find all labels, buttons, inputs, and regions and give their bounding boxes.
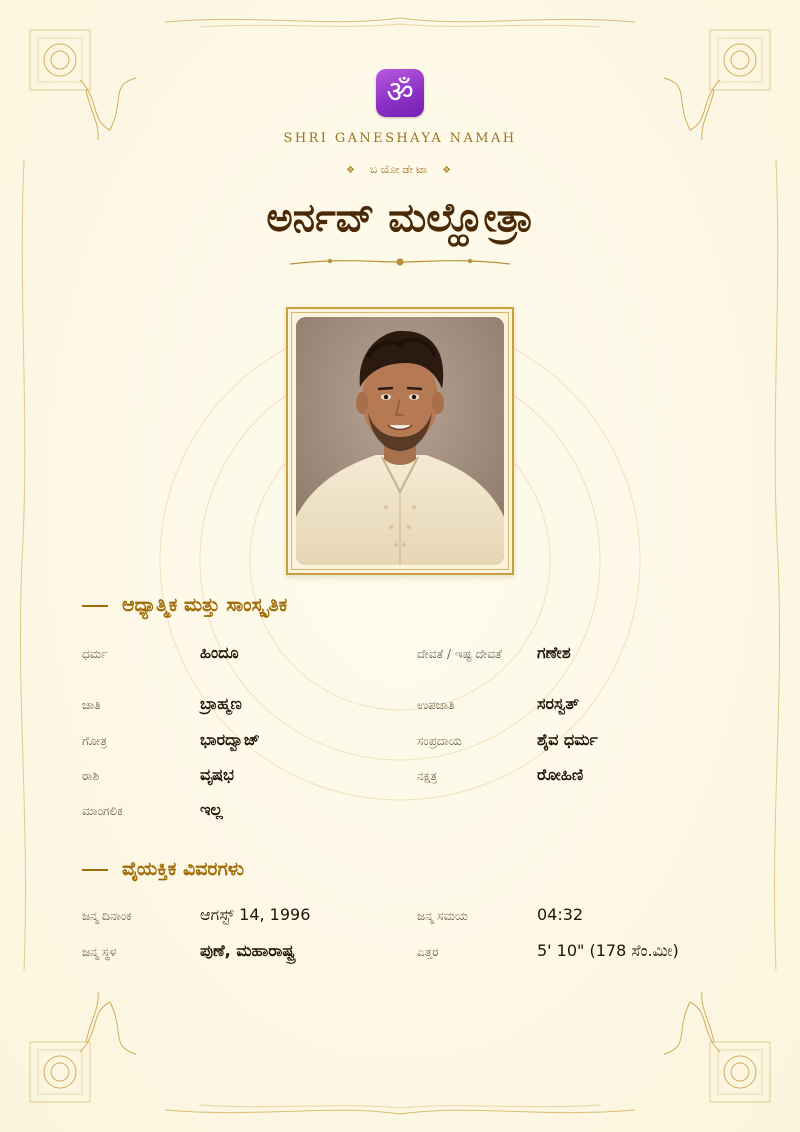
label-gotra: ಗೋತ್ರ [82,734,107,748]
section-title-personal [82,858,244,880]
label-subcaste: ಉಪಜಾತಿ [417,698,455,712]
portrait-illustration [296,317,504,565]
value-sampradaya: ಶೈವ ಧರ್ಮ [537,730,598,749]
candidate-name: ಅರ್ನವ್ ಮಲ್ಹೋತ್ರಾ [266,195,534,241]
section-dash [82,869,108,871]
diamond-ornament-icon: ❖ [442,165,455,176]
biodata-subhead [0,163,800,177]
section-title-text: ಆಧ್ಯಾತ್ಮಿಕ ಮತ್ತು ಸಾಂಸ್ಕೃತಿಕ [122,594,288,616]
section-title-spiritual [82,594,287,616]
photo-frame [286,307,514,575]
value-manglik: ಇಲ್ಲ [200,800,223,819]
value-subcaste: ಸರಸ್ವತ್ [537,694,579,713]
value-religion: ಹಿಂದೂ [200,643,239,662]
diamond-ornament-icon: ❖ [345,165,358,176]
value-pob: ಪುಣೆ, ಮಹಾರಾಷ್ಟ್ರ [200,941,295,960]
label-tob: ಜನ್ಮ ಸಮಯ [417,909,468,923]
label-nakshatra: ನಕ್ಷತ್ರ [417,769,438,783]
section-title-text: ವೈಯಕ್ತಿಕ ವಿವರಗಳು [122,858,245,880]
value-deity: ಗಣೇಶ [537,643,571,662]
label-pob: ಜನ್ಮ ಸ್ಥಳ [82,945,117,959]
value-height: 5' 10" (178 ಸೆಂ.ಮೀ) [537,941,679,960]
biodata-label: ಬಯೋಡೇಟಾ [369,163,431,176]
invocation-text: SHRI GANESHAYA NAMAH [283,131,517,146]
label-manglik: ಮಾಂಗಲಿಕ [82,804,123,818]
label-caste: ಜಾತಿ [82,698,101,712]
value-nakshatra: ರೋಹಿಣಿ [537,765,584,784]
value-rashi: ವೃಷಭ [200,765,234,784]
label-dob: ಜನ್ಮ ದಿನಾಂಕ [82,909,132,923]
label-sampradaya: ಸಂಪ್ರದಾಯ [417,734,462,748]
label-deity: ದೇವತೆ / ಇಷ್ಟ ದೇವತೆ [417,647,502,661]
label-height: ಎತ್ತರ [417,945,439,959]
label-rashi: ರಾಶಿ [82,769,100,783]
om-icon [376,69,424,117]
value-gotra: ಭಾರದ್ವಾಜ್ [200,730,260,749]
profile-photo [296,317,504,565]
value-caste: ಬ್ರಾಹ್ಮಣ [200,694,242,713]
value-tob: 04:32 [537,905,584,924]
section-dash [82,605,108,607]
om-symbol: ॐ [386,75,414,110]
value-dob: ಆಗಸ್ಟ್ 14, 1996 [200,905,311,924]
label-religion: ಧರ್ಮ [82,647,108,661]
